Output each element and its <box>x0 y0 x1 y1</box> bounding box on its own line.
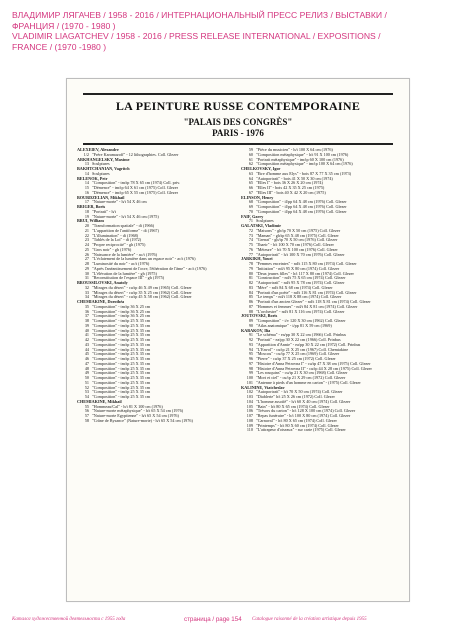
catalog-entry-number: 56 <box>84 409 89 414</box>
catalog-entry-text: "Démence" - tm/tp 65 X 55 cm (1975) Coll. Glezer <box>92 190 178 195</box>
catalog-entry-text: "Portrait" - h/t <box>92 209 116 214</box>
catalog-entry-number: 78 <box>248 262 253 266</box>
header-line-ru-2: ФРАНЦИЯ / (1970 - 1980 ) <box>12 20 116 31</box>
catalog-entry-number: 54 <box>84 395 89 399</box>
catalog-entry-text: "Trésors du carton" - h/t 128 X 100 cm (1974) Coll. Glezer <box>256 409 356 414</box>
catalog-entry-text: "Hommeau/Cal" - h/t 81 X 100 cm (1976) <box>92 404 163 409</box>
catalog-entry-text: "Pierre" - cu/tp 37 X 25 cm (1972) Coll. Glezer <box>256 357 336 361</box>
catalog-entry-number: 77 <box>248 252 253 257</box>
catalog-artist-name: BELENOK, Petr <box>77 176 108 181</box>
catalog-entry-number: 47 <box>84 361 89 366</box>
catalog-entry-text: "Composition" - tm/tp 25 X 35 cm <box>92 361 151 366</box>
catalog-entry-number: 85 <box>248 295 253 300</box>
catalog-entry-number: 30 <box>84 271 89 276</box>
catalog-entry-number: 60 <box>248 152 253 157</box>
catalog-entry-number: 14 <box>84 181 89 186</box>
catalog-entry-number: 45 <box>84 352 89 357</box>
catalog-entry-number: 16 <box>84 190 89 195</box>
catalog-entry-text: "Nature-morte" - h/t 54 X 46 cm (1975) <box>92 214 159 219</box>
catalog-entry-text: "Transformation spatiale" - di (1966) <box>92 224 155 228</box>
catalog-entry-number: 79 <box>248 266 253 271</box>
catalog-entry-number: 14 <box>84 171 89 176</box>
catalog-entry-number: 66 <box>248 186 253 190</box>
catalog-entry-text: "Mère" - nd/t 84 X 68 cm (1974) Coll. Glezer <box>256 285 333 290</box>
catalog-entry-text: "Elles III" - bois 40 X 42 X 20 cm (1975) <box>256 190 326 195</box>
catalog-entry-number: 95 <box>248 352 253 357</box>
catalog-entry-text: "Composition" - tm/tp 36 X 25 cm <box>92 309 151 314</box>
catalog-entry-number: 25 <box>84 247 89 252</box>
catalog-artist-name: KABAKOV, Ilia <box>241 328 271 333</box>
catalog-entry-text: "Composition" - i/v 120 X 30 cm (1962) Coll. Glezer <box>256 319 346 323</box>
catalog-entry-number: 72 <box>248 228 253 233</box>
catalog-artist-name: GALATSKI, Vladimir <box>241 224 282 228</box>
catalog-left-column <box>77 148 233 424</box>
catalog-entry-text: "Composition" - tm/tp 25 X 35 cm <box>92 342 151 347</box>
catalog-entry-number: 22 <box>84 233 89 238</box>
catalog-entry-text: "Composition" - tm/tp 25 X 35 cm <box>92 338 151 342</box>
catalog-entry-text: "Être d'homme aux Elys" - bois 87 X 77 X 35 cm (1973) <box>256 171 352 176</box>
catalog-artist-name: FAIF, Garry <box>241 214 264 219</box>
catalog-entry-number: 75 <box>248 243 253 247</box>
catalog-entry-number: 59 <box>248 148 253 152</box>
catalog-entry-text: "Moscou" - cu/tp 77 X 25 cm (1969) Coll. Glezer <box>256 352 340 357</box>
catalog-entry-number: 94 <box>248 347 253 352</box>
catalog-entry-number: 19 <box>84 214 89 219</box>
catalog-entry-text: "Construction" - nd/t 75 X 65 cm (1974) Coll. Glezer <box>256 276 346 281</box>
catalog-entry-number: 58 <box>84 418 89 423</box>
catalog-entry-text: "Repas funéraire" - h/t 100 X 80 cm (1974) Coll. Glezer <box>256 414 351 418</box>
catalog-entry-number: 92 <box>248 338 253 342</box>
catalog-entry-text: "Autoportrait" - nd/t 95 X 78 cm (1974) Coll. Glezer <box>256 281 345 285</box>
catalog-entry-text: "Composition" - tm/tp 25 X 35 cm <box>92 380 151 385</box>
catalog-entry-text: "Nature-morte" - h/t 54 X 46 cm <box>92 200 147 205</box>
catalog-entry-text: "Composition" - tm/tp 25 X 35 cm <box>92 395 151 399</box>
catalog-entry-number: 110 <box>246 428 253 433</box>
catalog-entry-text: "Pièce du musicien" - h/t 100 X 64 cm (1976) <box>256 148 333 152</box>
catalog-entry-text: "Composition" - tm/tp 25 X 35 cm <box>92 319 151 323</box>
catalog-entry-text: "L'élévation de la lumière" - gh (1975) <box>92 271 157 276</box>
catalog-entry-number: 90 <box>248 323 253 328</box>
catalog-entry-text: "Elles I" - bois 36 X 26 X 20 cm (1974) <box>256 181 323 186</box>
catalog-entry-number: 31 <box>84 276 89 281</box>
catalog-entry-number: 83 <box>248 285 253 290</box>
catalog-entry-number: 39 <box>84 323 89 328</box>
catalog-entry-text: "Apparition d'Annie" - ea/pp 30 X 22 cm (1972) Coll. Prinbus <box>256 342 361 347</box>
catalog-entry-text: "L'homme assoifé" - h/t 60 X 40 cm (1974) Coll. Glezer <box>256 399 351 404</box>
catalog-entry-text: "Antenne à pieds d'un homme en carton" - (1975) Coll. Glezer <box>256 380 361 385</box>
catalog-entry-text: "Frère Karamazoff" - 12 lithographies. Coll. Glezer <box>92 152 179 157</box>
catalog-entry-text: "Tablés de la Loi" - di (1972) <box>92 238 142 243</box>
catalog-entry-text: "Composition" - il/pp 64 X 48 cm (1976) Coll. Glezer <box>256 205 347 209</box>
catalog-entry-number: 93 <box>248 342 253 347</box>
catalog-entry-text: "Composition" - il/pp 64 X 48 cm (1976) Coll. Glezer <box>256 200 347 205</box>
catalog-entry-number: 73 <box>248 233 253 238</box>
catalog-entry-text: "L'apparition de l'antiforme" - di (1967) <box>92 228 159 233</box>
catalog-entry-text: "Propre reciprocité" - gh (1975) <box>92 243 146 247</box>
catalog-entry-number: 62 <box>248 162 253 167</box>
catalog-entry-number: 42 <box>84 338 89 342</box>
catalog-artist-name: BOURDZELIAN, Mikhail <box>77 195 125 200</box>
footer-catalog-fr: Catalogue raisonné de la création artistique depuis 1955 <box>252 617 367 622</box>
catalog-entry-number: 44 <box>84 347 89 352</box>
catalog-entry-number: 104 <box>246 399 253 404</box>
catalog-entry-number: 55 <box>84 404 89 409</box>
catalog-entry-text: "Grenat" - gh/tp 70 X 50 cm (1976) Coll. Glezer <box>256 238 338 243</box>
catalog-entry-text: "Naissance de la lumière" - ac/t (1976) <box>92 252 158 257</box>
catalog-entry-text: "Portrait métaphysique" - tm/tp 60 X 100 cm (1976) <box>256 157 344 162</box>
catalog-entry-text: "Carnaval" - h/t 80 X 65 cm (1974) Coll. Glezer <box>256 418 337 423</box>
catalog-entry-number: 48 <box>84 366 89 371</box>
catalog-entry-number: 96 <box>248 357 253 361</box>
catalog-entry-number: 49 <box>84 371 89 376</box>
catalog-entry-text: "Composition métaphysique" - tm/tp 100 X 64 cm (1976) <box>256 162 353 167</box>
header-line-ru-1: ВЛАДИМИР ЛЯГАЧЕВ / 1958 - 2016 / ИНТЕРНАЦИОНАЛЬНЫЙ ПРЕСС РЕЛИЗ / ВЫСТАВКИ / <box>12 10 387 20</box>
catalog-entry-number: 102 <box>246 390 253 395</box>
catalog-entry-text: "Maisons" - gh/tp 70 X 50 cm (1975) Coll. Glezer <box>256 228 341 233</box>
catalog-entry-number: 27 <box>84 257 89 262</box>
catalog-entry-number: 52 <box>84 385 89 390</box>
catalog-entry-text: "Autoportrait" - h/t 100 X 70 cm (1976) Coll. Glezer <box>256 252 345 257</box>
catalog-entry-number: 23 <box>84 238 89 243</box>
catalog-entry-number: 63 <box>248 171 253 176</box>
catalog-entry-number: 99 <box>248 371 253 376</box>
catalog-entry-text: "Portrait" - ea/pp 30 X 22 cm (1966) Coll. Prinbus <box>256 338 341 342</box>
catalog-entry-number: 71 <box>248 219 253 224</box>
catalog-entry-text: "L'Envol" - cu/tp 21 X 25 cm (1967) Coll. Chemiakine <box>256 347 349 352</box>
catalog-artist-name: JOUTOVSKI, Boris <box>241 314 278 319</box>
catalog-artist-name: CHEMIAKINE, Dorothéa <box>77 300 125 304</box>
catalog-entry-text: "Reconstitution de l'espace III" - gh (1975) <box>92 276 165 281</box>
catalog-right-column <box>241 148 401 433</box>
catalog-entry-number: 34 <box>84 295 89 300</box>
catalog-entry-number: 81 <box>248 276 253 281</box>
scanned-catalog-page <box>66 78 410 602</box>
catalog-entry-number: 103 <box>246 395 253 399</box>
catalog-entry-number: 51 <box>84 380 89 385</box>
catalog-entry-number: 107 <box>246 414 253 418</box>
catalog-entry-number: 13 <box>84 162 89 167</box>
catalog-entry-number: 26 <box>84 252 89 257</box>
catalog-entry-text: "Composition" - tm/tp 25 X 35 cm <box>92 352 151 357</box>
catalog-entry-text: "Maman" - gh/tp 65 X 48 cm (1975) Coll. Glezer <box>256 233 339 238</box>
catalog-artist-name: BROUSSILOVSKI, Anatoly <box>77 281 128 285</box>
catalog-entry-text: "L'illumination" - di (1968) <box>92 233 139 238</box>
catalog-entry-number: 84 <box>248 290 253 295</box>
catalog-entry-number: 28 <box>84 262 89 266</box>
catalog-entry-number: 65 <box>248 181 253 186</box>
catalog-entry-number: 97 <box>248 361 253 366</box>
catalog-entry-number: 38 <box>84 319 89 323</box>
catalog-entry-text: "Les rouquins" - cu/tp 21 X 30 cm (1968) Coll. Glezer <box>256 371 348 376</box>
catalog-entry-number: 36 <box>84 309 89 314</box>
catalog-entry-text: "Mirages du désert" - cu/tp 35 X 25 cm (1962) Coll. Glezer <box>92 290 192 295</box>
catalog-entry-text: "Initiation" - nd/t 95 X 80 cm (1974) Coll. Glezer <box>256 266 340 271</box>
catalog-title-banner <box>83 93 393 145</box>
catalog-entry-number: 35 <box>84 304 89 309</box>
catalog-entry-text: "Hommes et femmes" - nd/t 84 X 81 cm (1974) Coll. Glezer <box>256 304 358 309</box>
catalog-entry-text: "Composition" - tm/tp 25 X 35 cm <box>92 357 151 361</box>
catalog-entry-number: 105 <box>246 404 253 409</box>
catalog-artist-name: CHELKOVSKY, Igor <box>241 167 281 171</box>
catalog-entry-number: 29 <box>84 266 89 271</box>
catalog-entry-text: "Portrait d'un ancien Glezer" - nd/t 118 X 81 cm (1974) Coll. Glezer <box>256 300 371 304</box>
catalog-entry-text: "Deux jeunes filles" - h/t 117 X 80 cm (1974) Coll. Glezer <box>256 271 354 276</box>
catalog-entry-number: 18 <box>84 209 89 214</box>
catalog-entry-text: "Diablerie" h/t 25 X 26 cm (1972) Coll. Glezer <box>256 395 335 399</box>
catalog-entry-number: 15 <box>84 186 89 190</box>
catalog-entry-text: "Mirages du désert" - cu/tp 45 X 58 cm (1962) Coll. Glezer <box>92 295 192 300</box>
catalog-entry-number: 1/2 <box>83 152 89 157</box>
catalog-title: LA PEINTURE RUSSE CONTEMPORAINE <box>115 99 361 113</box>
catalog-entry-text: "Composition" - tm/tp 25 X 35 cm <box>92 333 151 338</box>
catalog-entry-text: "Histoire d'Anna Petrovna II" - cu/tp 44 X 28 cm (1975) Coll. Glezer <box>256 366 372 371</box>
catalog-entry-text: "Composition" - tm/tp 25 X 35 cm <box>92 347 151 352</box>
footer-catalog-ru: Каталог художественной деятельности с 1955 года <box>12 617 126 622</box>
catalog-entry-text: "L'orchestre" - nd/t 81 X 116 cm (1974) Coll. Glezer <box>256 309 345 314</box>
catalog-entry-text: "Bain" - h/t 80 X 65 cm (1974) Coll. Glezer <box>256 404 330 409</box>
catalog-entry-number: 91 <box>248 333 253 338</box>
catalog-entry-number: 20 <box>84 224 89 228</box>
catalog-entry-text: "L'éclatement de la lumière dans un espace noir" - ac/t (1976) <box>92 257 196 262</box>
catalog-entry-text: "Composition" - tm/tp 25 X 35 cm <box>92 376 151 380</box>
catalog-entry-text: "Nature-morte métaphysique" - h/t 65 X 54 cm (1976) <box>92 409 184 414</box>
catalog-entry-number: 40 <box>84 328 89 333</box>
catalog-entry-number: 101 <box>246 380 253 385</box>
catalog-entry-text: Sculptures <box>92 162 110 167</box>
catalog-entry-number: 37 <box>84 314 89 319</box>
page-header <box>12 10 440 52</box>
catalog-entry-number: 87 <box>248 304 253 309</box>
catalog-entry-number: 43 <box>84 342 89 347</box>
catalog-entry-text: "Nature-morte Égyptienne" - h/t 65 X 54 cm (1976) <box>92 414 179 418</box>
catalog-entry-text: "Démence" - tm/tp 64 X 61 cm (1975) Coll. Glezer <box>92 186 178 190</box>
catalog-entry-text: "Luminosité du noir" - ac/t (1976) <box>92 262 150 266</box>
catalog-entry-number: 74 <box>248 238 253 243</box>
catalog-entry-number: 50 <box>84 376 89 380</box>
catalog-entry-text: "Mort et ciel" - cu/tp 21 X 29 cm (1972) Coll. Glezer <box>256 376 346 380</box>
catalog-entry <box>241 428 401 433</box>
catalog-entry-number: 100 <box>246 376 253 380</box>
catalog-entry-number: 69 <box>248 205 253 209</box>
catalog-entry-number: 89 <box>248 319 253 323</box>
catalog-entry-text: "Mirages du désert" - cu/tp 46 X 49 cm (1965) Coll. Glezer <box>92 285 192 290</box>
catalog-entry-text: "Composition métaphysique" - h/t 91 X 100 cm (1976) <box>256 152 349 157</box>
catalog-entry-number: 98 <box>248 366 253 371</box>
catalog-entry-number: 21 <box>84 228 89 233</box>
catalog-entry-text: "Composition" - tm/tp 36 X 25 cm <box>92 304 151 309</box>
catalog-entry-number: 17 <box>84 200 89 205</box>
catalog-artist-name: BRUI, William <box>77 219 104 224</box>
catalog-entry-text: "Portrait d'un poète" - nd/t 116 X 81 cm (1974) Coll. Glezer <box>256 290 357 295</box>
catalog-entry-number: 70 <box>248 209 253 214</box>
catalog-artist-name: KALININE, Viatcheslav <box>241 385 285 390</box>
catalog-entry-number: 53 <box>84 390 89 395</box>
catalog-entry-text: "Autoportrait" - h/t 70 X 50 cm (1974) Coll. Glezer <box>256 390 343 395</box>
catalog-entry-number: 46 <box>84 357 89 361</box>
catalog-artist-name: BRIGER, Boris <box>77 205 106 209</box>
catalog-entry-number: 32 <box>84 285 89 290</box>
catalog-entry-text: "Le schéma" - ea/pp 30 X 22 cm (1966) Coll. Prinbus <box>256 333 347 338</box>
catalog-entry-number: 57 <box>84 414 89 418</box>
catalog-entry-text: "Le temps" - nd/t 118 X 88 cm (1974) Coll. Glezer <box>256 295 342 300</box>
catalog-place-year: PARIS - 1976 <box>212 128 264 138</box>
catalog-entry-number: 67 <box>248 190 253 195</box>
catalog-entry-text: "Crâne de Bysance" (Nature-morte) - h/t 65 X 54 cm (1976) <box>92 418 193 423</box>
catalog-entry-number: 76 <box>248 247 253 252</box>
catalog-artist-name: JARKIKH, Youri <box>241 257 273 262</box>
catalog-entry-text: "Composition" - tm/tp 25 X 35 cm <box>92 323 151 328</box>
catalog-entry-text: "Composition" - tm/tp 36 X 25 cm <box>92 314 151 319</box>
catalog-entry-text: "Composition" - tm/tp 78 X 65 cm (1974) Coll. priv. <box>92 181 181 186</box>
catalog-entry-number: 61 <box>248 157 253 162</box>
catalog-entry-number: 41 <box>84 333 89 338</box>
catalog-artist-name: ALEXEIEV, Alexandre <box>77 148 119 152</box>
catalog-entry-number: 108 <box>246 418 253 423</box>
catalog-artist-name: CHEMIAKINE, Mikhail <box>77 399 122 404</box>
catalog-entry-text: "Autoportrait" - bois 41 X 50 X 30 cm (1974) <box>256 176 333 181</box>
catalog-entry-text: "Composition" - tm/tp 25 X 35 cm <box>92 366 151 371</box>
catalog-entry-number: 109 <box>246 423 253 428</box>
catalog-entry-text: Sculptures <box>256 219 274 224</box>
catalog-artist-name: ARKHANGELSKY, Maxime <box>77 157 130 162</box>
catalog-entry-text: "Printemps" - h/t 80 X 60 cm (1974) Coll. Glezer <box>256 423 339 428</box>
catalog-entry-number: 86 <box>248 300 253 304</box>
catalog-entry-text: "Composition" - il/pp 64 X 48 cm (1976) Coll. Glezer <box>256 209 347 214</box>
catalog-entry-number: 68 <box>248 200 253 205</box>
header-line-en-1: VLADIMIR LIAGATCHEV / 1958 - 2016 / PRESS RELEASE INTERNATIONAL / EXPOSITIONS / <box>12 31 381 42</box>
catalog-entry-text: "Méteure" - h/t 70 X 100 cm (1976) Coll. Glezer <box>256 247 338 252</box>
catalog-entry-number: 24 <box>84 243 89 247</box>
footer-page-number: страница / page 154 <box>184 616 242 623</box>
catalog-artist-name: ELINSON, Henry <box>241 195 274 200</box>
catalog-entry-number: 88 <box>248 309 253 314</box>
catalog-entry-text: "Gros noir" - gh (1976) <box>92 247 132 252</box>
header-line-en-2: FRANCE / (1970 -1980 ) <box>12 41 107 52</box>
catalog-entry-text: "Composition" - tm/tp 25 X 35 cm <box>92 328 151 333</box>
catalog-entry-text: "Composition" - tm/tp 25 X 35 cm <box>92 371 151 376</box>
catalog-entry-text: "L'attrapeur d'oiseaux" - sur carte (1975) Coll. Glezer <box>256 428 346 433</box>
catalog-entry-text: "Atlas anatomique" - i/pp 81 X 59 cm (1969) <box>256 323 332 328</box>
catalog-entry-number: 106 <box>246 409 253 414</box>
catalog-artist-name: BAKHTCHANIAN, Vagritch <box>77 167 130 171</box>
catalog-entry-text: "Composition" - tm/tp 25 X 35 cm <box>92 390 151 395</box>
catalog-entry-number: 33 <box>84 290 89 295</box>
catalog-entry-text: "Jhaeir" - h/t 100 X 70 cm (1976) Coll. Glezer <box>256 243 334 247</box>
catalog-entry-text: "Histoire d'Anna Petrovna I" - cu/tp 47 X 38 cm (1975) Coll. Glezer <box>256 361 371 366</box>
catalog-entry-text: "Après l'anéantissement de l'ocre, l'éthération de l'âme" - ac/t (1976) <box>92 266 207 271</box>
catalog-entry-text: "Composition" - tm/tp 25 X 35 cm <box>92 385 151 390</box>
catalog-entry <box>77 419 233 424</box>
catalog-entry-text: "Femmes enceintes" - nd/t 115 X 80 cm (1974) Coll. Glezer <box>256 262 357 266</box>
catalog-entry-number: 64 <box>248 176 253 181</box>
catalog-entry-number: 82 <box>248 281 253 285</box>
catalog-entry-text: Sculptures <box>92 171 110 176</box>
catalog-entry-number: 80 <box>248 271 253 276</box>
catalog-entry-text: "Elles II" - bois 42 X 35 X 25 cm (1975) <box>256 186 325 190</box>
catalog-subtitle: "PALAIS DES CONGRÈS" <box>183 117 293 127</box>
